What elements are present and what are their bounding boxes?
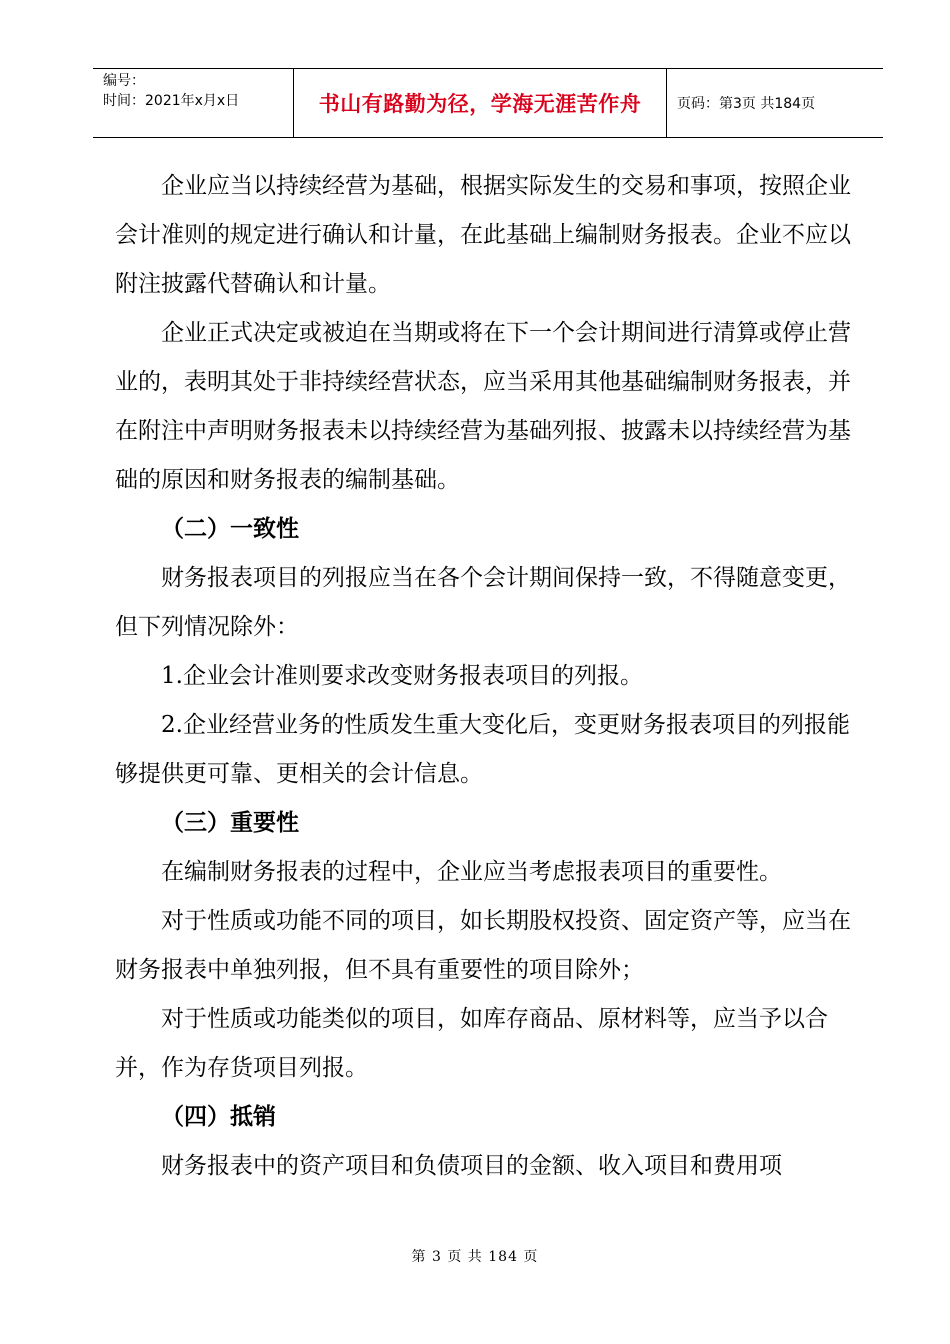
document-body	[115, 162, 860, 1191]
page-footer: 第 3 页 共 184 页	[411, 1249, 539, 1265]
paragraph: 财务报表项目的列报应当在各个会计期间保持一致，不得随意变更，但下列情况除外：	[115, 565, 851, 640]
page-header	[93, 68, 883, 138]
header-motto: 书山有路勤为径，学海无涯苦作舟	[293, 69, 667, 137]
paragraph: 对于性质或功能不同的项目，如长期股权投资、固定资产等，应当在财务报表中单独列报，但不具有重要性的项目除外；	[115, 908, 851, 983]
date-label: 时间：2021年x月x日	[103, 93, 240, 109]
paragraph: 财务报表中的资产项目和负债项目的金额、收入项目和费用项	[161, 1153, 782, 1179]
list-item: 2.企业经营业务的性质发生重大变化后，变更财务报表项目的列报能够提供更可靠、更相关的会计信息。	[115, 712, 850, 787]
list-item: 1.企业会计准则要求改变财务报表项目的列报。	[161, 663, 643, 689]
header-page-info: 页码：第3页 共184页	[677, 96, 816, 112]
paragraph: 对于性质或功能类似的项目，如库存商品、原材料等，应当予以合并，作为存货项目列报。	[115, 1006, 828, 1081]
serial-label: 编号：	[103, 73, 145, 89]
paragraph: 企业正式决定或被迫在当期或将在下一个会计期间进行清算或停止营业的，表明其处于非持续经营状态，应当采用其他基础编制财务报表，并在附注中声明财务报表未以持续经营为基础列报、披露未以持续经营为基础的原因和财务报表的编制基础。	[115, 320, 851, 493]
section-heading: （二）一致性	[161, 516, 299, 542]
paragraph: 在编制财务报表的过程中，企业应当考虑报表项目的重要性。	[161, 859, 782, 885]
section-heading: （三）重要性	[161, 810, 299, 836]
paragraph: 企业应当以持续经营为基础，根据实际发生的交易和事项，按照企业会计准则的规定进行确认和计量，在此基础上编制财务报表。企业不应以附注披露代替确认和计量。	[115, 173, 851, 297]
section-heading: （四）抵销	[161, 1104, 276, 1130]
header-meta	[93, 69, 293, 137]
